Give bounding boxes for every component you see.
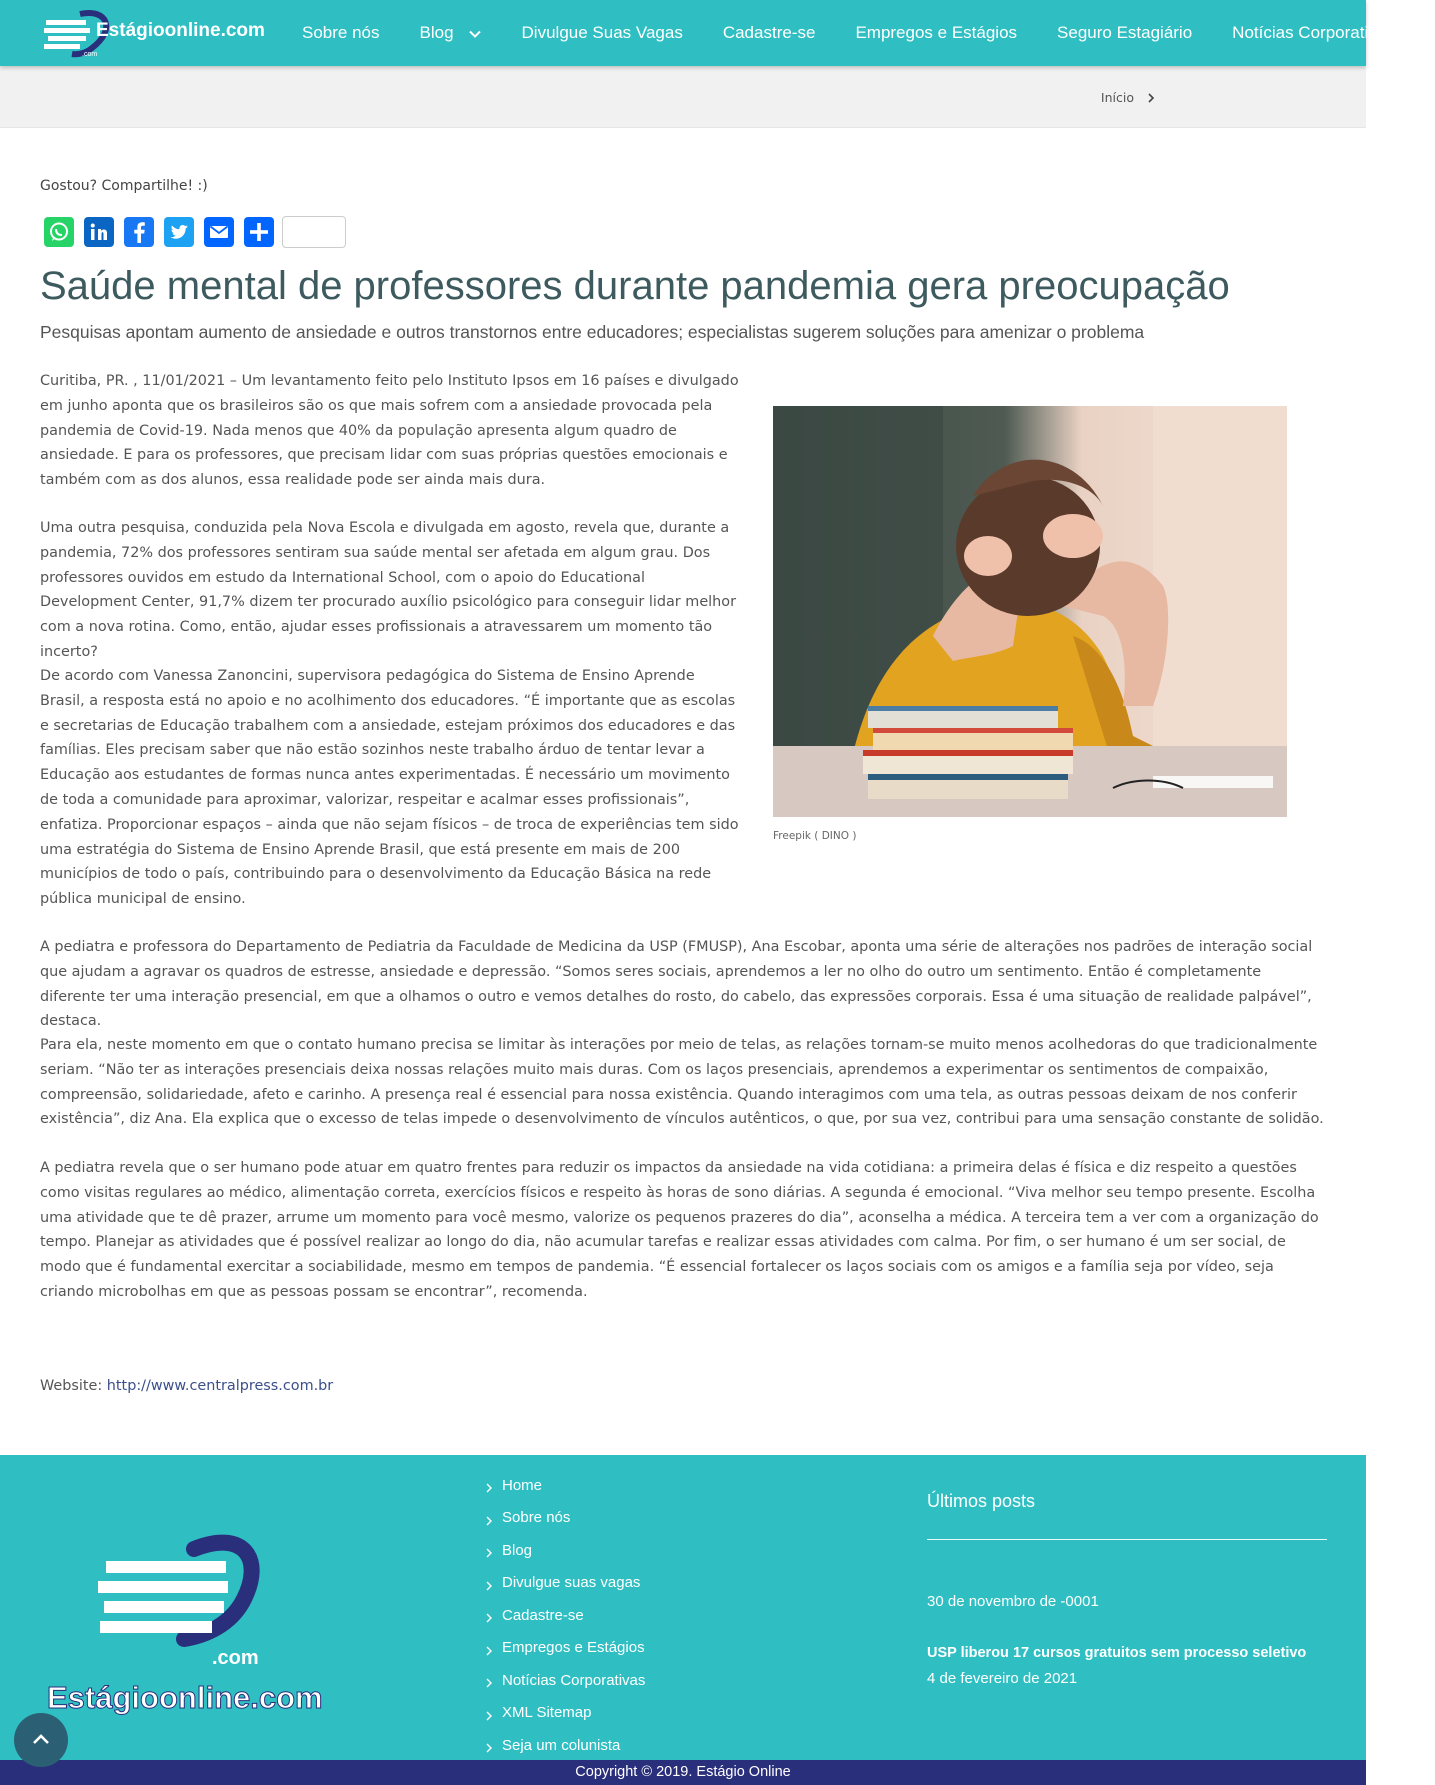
divider bbox=[927, 1539, 1327, 1540]
svg-text:Estágioonline.com: Estágioonline.com bbox=[96, 20, 265, 41]
copyright-text: Copyright © 2019. Estágio Online bbox=[575, 1764, 791, 1780]
footer bbox=[0, 1455, 1366, 1760]
svg-text:.com: .com bbox=[212, 1647, 259, 1669]
breadcrumb-home[interactable]: Início bbox=[1100, 90, 1134, 105]
linkedin-share-button[interactable] bbox=[82, 215, 116, 249]
footer-link-empregos-estagios[interactable]: Empregos e Estágios bbox=[485, 1632, 645, 1665]
twitter-icon bbox=[164, 217, 194, 247]
footer-link-noticias-corporativas[interactable]: Notícias Corporativas bbox=[485, 1664, 645, 1697]
footer-link-cadastre-se[interactable]: Cadastre-se bbox=[485, 1599, 645, 1632]
footer-link-sobre-nos[interactable]: Sobre nós bbox=[485, 1502, 645, 1535]
article-photo bbox=[773, 406, 1287, 817]
breadcrumb-bar bbox=[0, 66, 1366, 128]
copyright-bar bbox=[0, 1760, 1366, 1785]
facebook-share-button[interactable] bbox=[122, 215, 156, 249]
article-paragraph: A pediatra revela que o ser humano pode atuar em quatro frentes para reduzir os impactos da ansiedade na vida cotidiana: a primeira delas é física e diz respeito a questões como visitas regulares ao médico, alimentação correta, exercícios físicos e respeito às horas de sono diárias. A segunda é emocional. “Viva melhor seu tempo presente. Escolha uma atividade que te dê prazer, arrume um momento para você mesmo, valorize os pequenos prazeres do dia”, aconselha a médica. A terceira tem a ver com a organização do tempo. Planejar as atividades que é possível realizar ao longo do dia, não acumular tarefas e realizar essas atividades com calma. Por fim, o ser humano é um ser social, de modo que é fundamental exercitar a sociabilidade, mesmo em tempos de pandemia. “É essencial fortalecer os laços sociais com os amigos e a família seja por vídeo, seja criando microbolhas em que as pessoas possam se encontrar”, recomenda. bbox=[40, 1160, 1319, 1300]
article-paragraph: De acordo com Vanessa Zanoncini, supervisora pedagógica do Sistema de Ensino Aprende Brasil, a resposta está no apoio e no acolhimento dos educadores. “É importante que as escolas e secretarias de Educação trabalhem com a ansiedade, estejam próximos dos educadores e das famílias. Eles precisam saber que não estão sozinhos neste trabalho árduo de tentar levar a Educação aos estudantes de formas nunca antes experimentadas. É necessário um movimento de toda a comunidade para aproximar, valorizar, respeitar e acalmar esses profissionais”, enfatiza. Proporcionar espaços – ainda que não sejam físicos – de troca de experiências tem sido uma estratégia do Sistema de Ensino Aprende Brasil, que está presente em mais de 200 municípios de todo o país, contribuindo para o desenvolvimento da Educação Básica na rede pública municipal de ensino. bbox=[40, 668, 739, 908]
website-label: Website: bbox=[40, 1378, 107, 1394]
chevron-up-icon bbox=[29, 1728, 53, 1752]
footer-link-blog[interactable]: Blog bbox=[485, 1534, 645, 1567]
linkedin-icon bbox=[84, 217, 114, 247]
article-paragraph: Uma outra pesquisa, conduzida pela Nova Escola e divulgada em agosto, revela que, durante a pandemia, 72% dos professores sentiram sua saúde mental ser afetada em algum grau. Dos professores ouvidos em estudo da International School, com o apoio do Educational Development Center, 91,7% dizem ter procurado auxílio psicológico para conseguir lidar melhor com a nova rotina. Como, então, ajudar esses profissionais a atravessarem um momento tão incerto? bbox=[40, 520, 737, 660]
nav-item-cadastre-se[interactable]: Cadastre-se bbox=[722, 23, 816, 42]
article-paragraph: Curitiba, PR. , 11/01/2021 – Um levantamento feito pelo Instituto Ipsos em 16 países e divulgado em junho aponta que os brasileiros são os que mais sofrem com a ansiedade provocada pela pandemia de Covid-19. Nada menos que 40% da população apresenta algum quadro de ansiedade. E para os professores, que precisam lidar com suas próprias questões emocionais e também com as dos alunos, essa realidade pode ser ainda mais dura. bbox=[40, 373, 739, 489]
nav-item-seguro-estagiario[interactable]: Seguro Estagiário bbox=[1057, 23, 1193, 42]
svg-text:.com: .com bbox=[82, 51, 98, 58]
share-label: Gostou? Compartilhe! :) bbox=[40, 178, 208, 194]
article-paragraph: A pediatra e professora do Departamento de Pediatria da Faculdade de Medicina da USP (FMUSP), Ana Escobar, aponta uma série de alterações nos padrões de interação social que ajudam a agravar os quadros de estresse, ansiedade e depressão. “Somos seres sociais, aprendemos a ler no olho do outro um sentimento. Então é completamente diferente ter uma interação presencial, em que a olhamos o outro e vemos detalhes do rosto, do cabelo, das expressões corporais. Essa é uma situação de realidade palpável”, destaca. bbox=[40, 939, 1313, 1030]
chevron-right-icon bbox=[485, 1740, 493, 1750]
facebook-icon bbox=[124, 217, 154, 247]
twitter-share-button[interactable] bbox=[162, 215, 196, 249]
chevron-right-icon bbox=[485, 1578, 493, 1588]
article-title: Saúde mental de professores durante pandemia gera preocupação bbox=[40, 264, 1230, 308]
top-navbar bbox=[0, 0, 1395, 66]
chevron-right-icon bbox=[485, 1708, 493, 1718]
email-share-button[interactable] bbox=[202, 215, 236, 249]
chevron-right-icon bbox=[485, 1513, 493, 1523]
chevron-right-icon bbox=[485, 1480, 493, 1490]
nav-item-noticias-corporativas[interactable]: Notícias Corporativas bbox=[1232, 23, 1395, 42]
chevron-right-icon bbox=[485, 1610, 493, 1620]
footer-link-seja-colunista[interactable]: Seja um colunista bbox=[485, 1729, 645, 1762]
main-nav bbox=[302, 0, 1435, 66]
site-logo[interactable] bbox=[42, 8, 282, 60]
chevron-down-icon bbox=[468, 26, 482, 40]
article-subtitle: Pesquisas apontam aumento de ansiedade e outros transtornos entre educadores; especialistas sugerem soluções para amenizar o problema bbox=[40, 322, 1145, 342]
back-to-top-button[interactable] bbox=[14, 1713, 68, 1767]
whatsapp-icon bbox=[44, 217, 74, 247]
nav-item-divulgue-vagas[interactable]: Divulgue Suas Vagas bbox=[521, 23, 683, 42]
chevron-right-icon bbox=[485, 1643, 493, 1653]
recent-posts-heading: Últimos posts bbox=[927, 1491, 1036, 1511]
website-line bbox=[40, 1378, 333, 1394]
footer-link-divulgue-vagas[interactable]: Divulgue suas vagas bbox=[485, 1567, 645, 1600]
share-count bbox=[282, 216, 346, 248]
breadcrumb bbox=[1101, 90, 1156, 105]
nav-item-blog[interactable]: Blog bbox=[420, 23, 482, 43]
more-share-button[interactable] bbox=[242, 215, 276, 249]
image-caption: Freepik ( DINO ) bbox=[773, 830, 857, 842]
nav-item-empregos-estagios[interactable]: Empregos e Estágios bbox=[855, 23, 1018, 42]
svg-text:Estágioonline.com: Estágioonline.com bbox=[47, 1680, 323, 1715]
recent-post-date: 30 de novembro de -0001 bbox=[927, 1593, 1099, 1610]
footer-link-home[interactable]: Home bbox=[485, 1469, 645, 1502]
plus-icon bbox=[244, 217, 274, 247]
share-buttons bbox=[42, 215, 346, 249]
chevron-right-icon bbox=[1146, 92, 1156, 104]
recent-post-link[interactable]: USP liberou 17 cursos gratuitos sem processo seletivo bbox=[927, 1645, 1307, 1661]
whatsapp-share-button[interactable] bbox=[42, 215, 76, 249]
email-icon bbox=[204, 217, 234, 247]
footer-link-xml-sitemap[interactable]: XML Sitemap bbox=[485, 1697, 645, 1730]
article-paragraph: Para ela, neste momento em que o contato humano precisa se limitar às interações por meio de telas, as relações tornam-se muito menos acolhedoras do que tradicionalmente seriam. “Não ter as interações presenciais deixa nossas relações muito mais duras. Com os laços presenciais, aprendemos a experimentar os sentimentos de compaixão, compreensão, solidariedade, afeto e carinho. A presença real é essencial para nossa existência. Quando interagimos com uma tela, as outras pessoas deixam de nos conferir existência”, diz Ana. Ela explica que o excesso de telas impede o desenvolvimento de vínculos autênticos, o que, por sua vez, contribui para uma sensação constante de solidão. bbox=[40, 1037, 1324, 1128]
footer-logo[interactable] bbox=[44, 1519, 334, 1719]
chevron-right-icon bbox=[485, 1675, 493, 1685]
recent-post-date: 4 de fevereiro de 2021 bbox=[927, 1670, 1078, 1687]
website-link[interactable]: http://www.centralpress.com.br bbox=[106, 1378, 334, 1394]
nav-item-sobre-nos[interactable]: Sobre nós bbox=[302, 23, 380, 42]
footer-links bbox=[485, 1469, 645, 1762]
chevron-right-icon bbox=[485, 1545, 493, 1555]
